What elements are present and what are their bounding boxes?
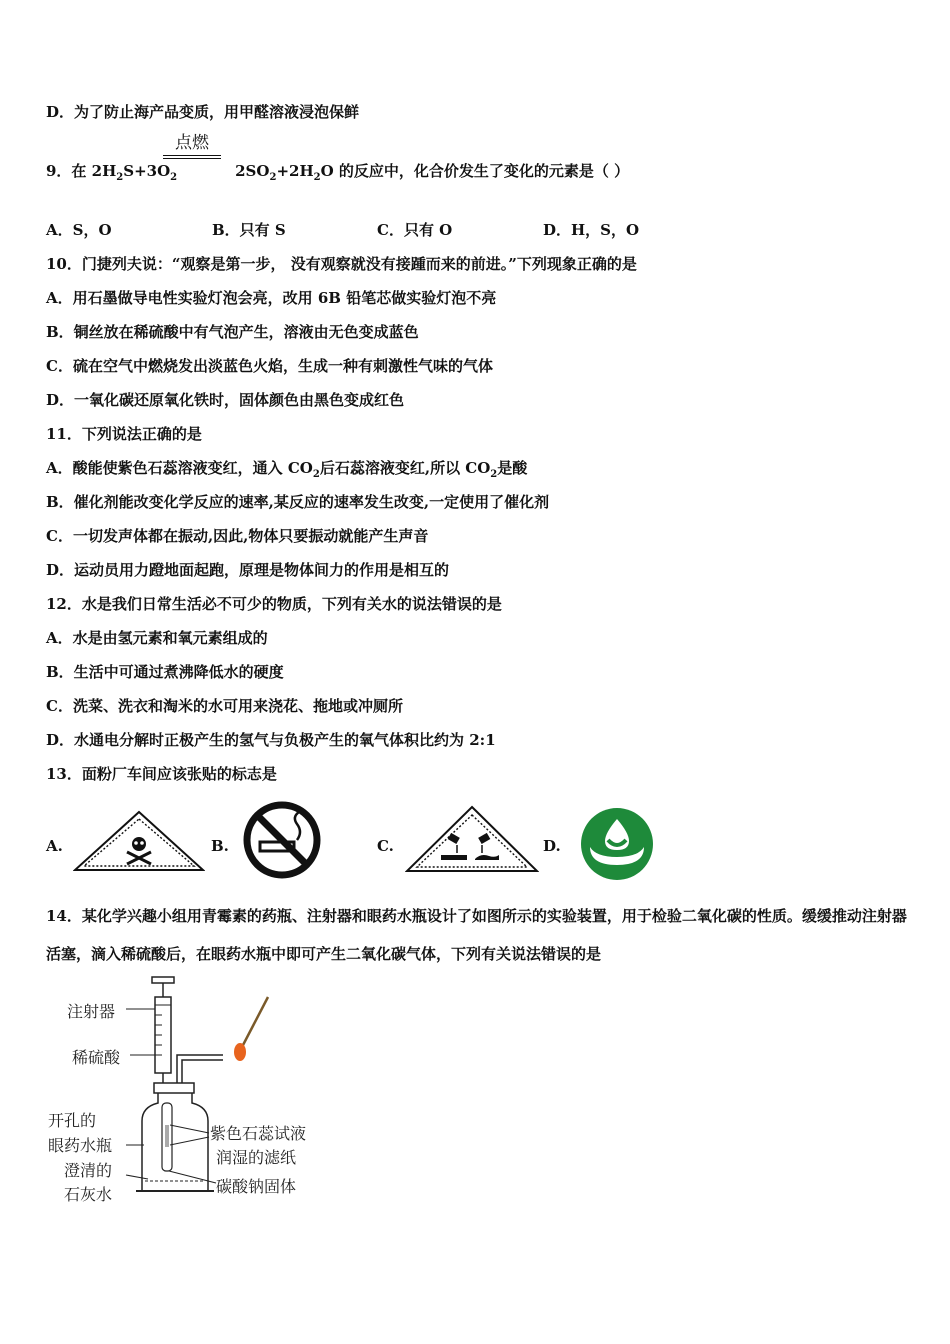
- q13-letter-a: A.: [46, 837, 63, 855]
- q9-option-c: C．只有 O: [377, 221, 453, 239]
- q13-letter-c: C.: [377, 837, 394, 855]
- label-bottle-2: 眼药水瓶: [48, 1136, 113, 1155]
- label-paper-2: 润湿的滤纸: [216, 1148, 297, 1167]
- q12-option-b: B．生活中可通过煮沸降低水的硬度: [46, 663, 284, 681]
- label-solid: 碳酸钠固体: [216, 1177, 297, 1196]
- q11-stem: 11．下列说法正确的是: [46, 425, 202, 443]
- no-smoking-sign-icon: [242, 800, 322, 880]
- q12-option-c: C．洗菜、洗衣和淘米的水可用来浇花、拖地或冲厕所: [46, 697, 403, 715]
- q13-letter-b: B.: [211, 837, 229, 855]
- q11-option-b: B．催化剂能改变化学反应的速率,某反应的速率发生改变,一定使用了催化剂: [46, 493, 550, 511]
- q9-option-a: A．S，O: [46, 221, 112, 239]
- q9-option-b: B．只有 S: [212, 221, 286, 239]
- label-lime-1: 澄清的: [64, 1161, 113, 1180]
- q10-option-a: A．用石墨做导电性实验灯泡会亮，改用 6B 铅笔芯做实验灯泡不亮: [46, 289, 497, 307]
- q13-stem: 13．面粉厂车间应该张贴的标志是: [46, 765, 277, 783]
- q11-option-c: C．一切发声体都在振动,因此,物体只要振动就能产生声音: [46, 527, 429, 545]
- label-bottle-1: 开孔的: [48, 1111, 97, 1130]
- label-lime-2: 石灰水: [64, 1185, 113, 1204]
- q13-letter-d: D.: [543, 837, 561, 855]
- toxic-sign-icon: [73, 810, 205, 872]
- q10-stem: 10．门捷列夫说：“观察是第一步， 没有观察就没有接踵而来的前进。”下列现象正确的是: [46, 255, 637, 273]
- q12-option-d: D．水通电分解时正极产生的氢气与负极产生的氧气体积比约为 2:1: [46, 731, 496, 749]
- corrosive-sign-icon: [405, 805, 539, 873]
- q14-stem: 14．某化学兴趣小组用青霉素的药瓶、注射器和眼药水瓶设计了如图所示的实验装置，用于检验二氧化碳的性质。缓缓推动注射器活塞，滴入稀硫酸后，在眼药水瓶中即可产生二氧化碳气体，下列有关说法错误的是: [46, 907, 907, 963]
- q9-stem: 9．在 $2H_2S+3O_2$ $2SO_2+2H_2O$ 的反应中，化合价发生了变化的元素是（ ）: [46, 162, 630, 183]
- q11-option-d: D．运动员用力蹬地面起跑，原理是物体间力的作用是相互的: [46, 561, 450, 579]
- q12-stem: 12．水是我们日常生活必不可少的物质，下列有关水的说法错误的是: [46, 595, 502, 613]
- equals-sign: [163, 155, 221, 159]
- q12-option-a: A．水是由氢元素和氧元素组成的: [46, 629, 268, 647]
- q8-option-d: D．为了防止海产品变质，用甲醛溶液浸泡保鲜: [46, 103, 360, 121]
- q10-option-b: B．铜丝放在稀硫酸中有气泡产生，溶液由无色变成蓝色: [46, 323, 419, 341]
- reaction-condition: 点燃: [175, 133, 209, 153]
- q11-option-a: A．酸能使紫色石蕊溶液变红，通入 $CO_2$后石蕊溶液变红,所以 $CO_2$是酸: [46, 459, 528, 480]
- q10-option-d: D．一氧化碳还原氧化铁时，固体颜色由黑色变成红色: [46, 391, 405, 409]
- label-syringe: 注射器: [67, 1002, 116, 1021]
- label-acid: 稀硫酸: [72, 1048, 121, 1067]
- q10-option-c: C．硫在空气中燃烧发出淡蓝色火焰，生成一种有刺激性气味的气体: [46, 357, 493, 375]
- q9-option-d: D．H，S，O: [543, 221, 640, 239]
- water-saving-sign-icon: [580, 807, 654, 881]
- label-paper-1: 紫色石蕊试液: [210, 1124, 307, 1143]
